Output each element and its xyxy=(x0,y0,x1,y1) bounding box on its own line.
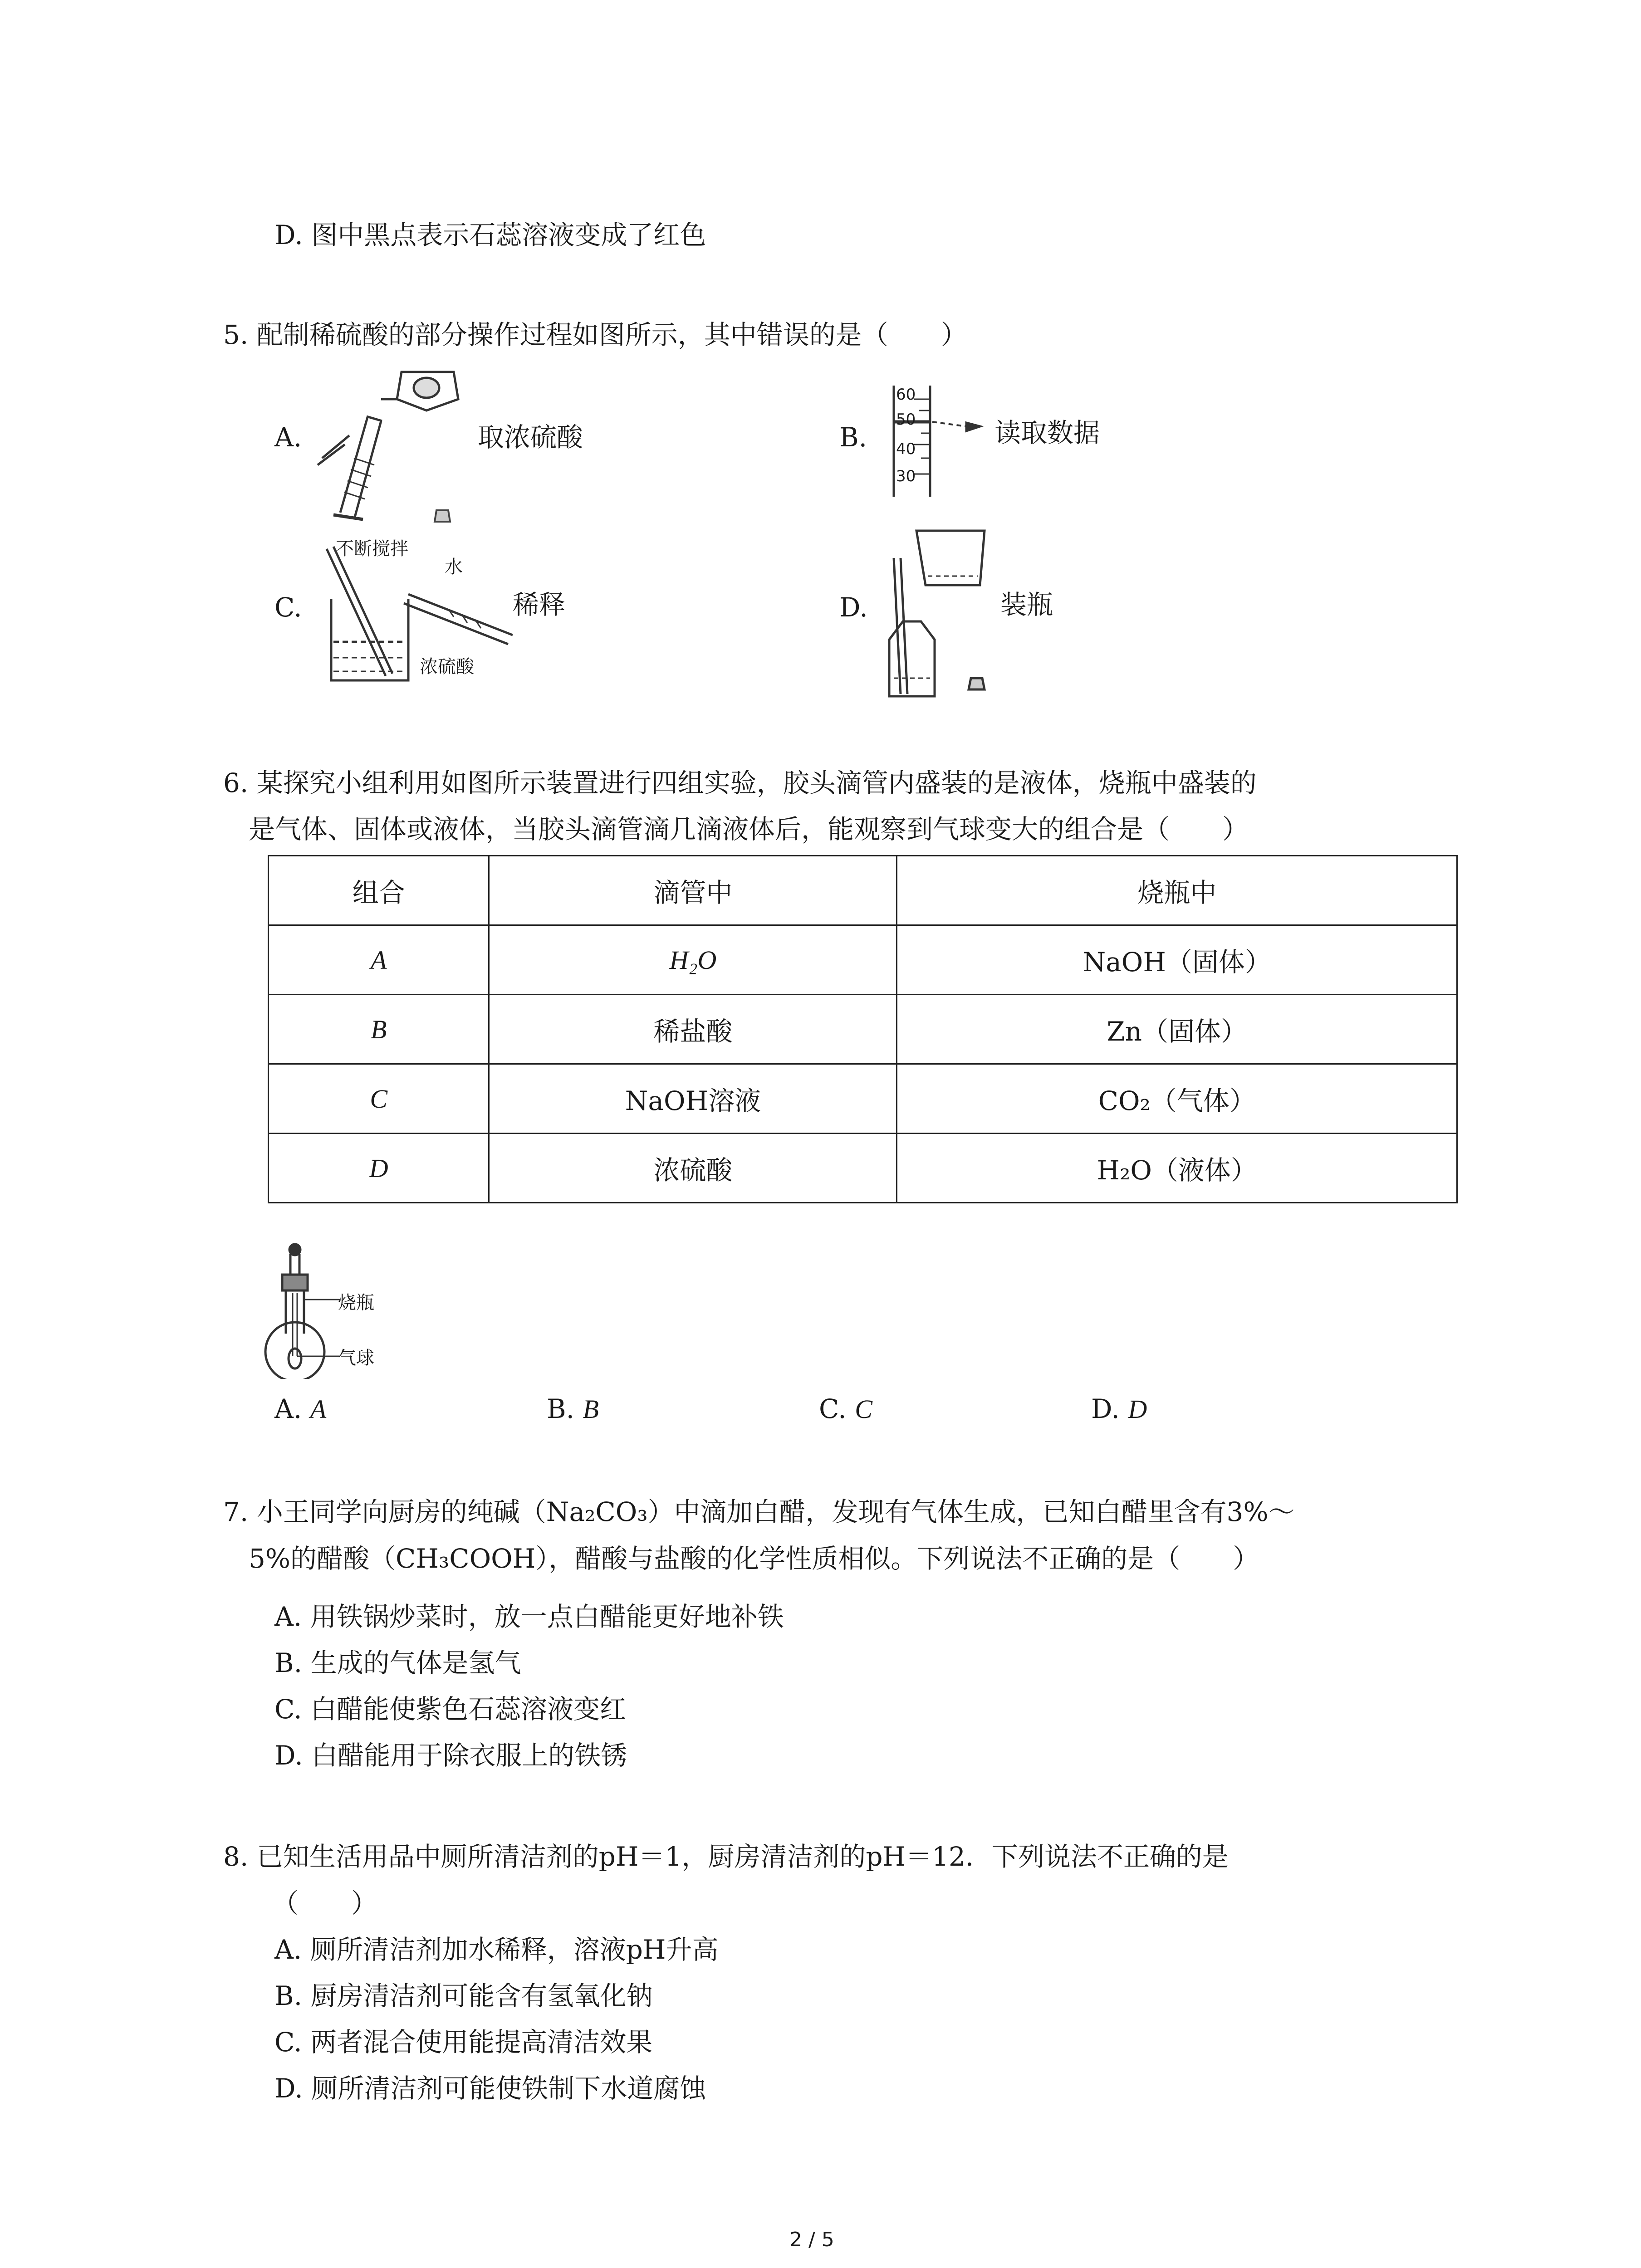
cell-flask: CO₂（气体） xyxy=(897,1064,1457,1134)
cell-group: A xyxy=(269,925,489,995)
q5-option-d-letter: D. xyxy=(839,592,868,623)
q6-option-d-value: D xyxy=(1128,1394,1147,1424)
q6-option-c xyxy=(819,1393,872,1426)
table-row xyxy=(269,1064,1457,1134)
q5-option-a-letter: A. xyxy=(274,422,302,453)
header-flask: 烧瓶中 xyxy=(897,856,1457,925)
q8-option-b: B. 厨房清洁剂可能含有氢氧化钠 xyxy=(274,1980,653,2011)
q7-option-d: D. 白醋能用于除衣服上的铁锈 xyxy=(274,1740,627,1771)
cell-group: C xyxy=(269,1064,489,1134)
cell-dropper: NaOH溶液 xyxy=(489,1064,897,1134)
q5-option-a-caption: 取浓硫酸 xyxy=(478,422,583,453)
q6-option-d-letter: D. xyxy=(1091,1393,1120,1424)
cell-group: B xyxy=(269,995,489,1064)
q6-option-c-value: C xyxy=(855,1394,872,1424)
cell-group: D xyxy=(269,1134,489,1203)
q6-table xyxy=(268,855,1458,1203)
cell-flask: NaOH（固体） xyxy=(897,925,1457,995)
water-label: 水 xyxy=(445,557,463,577)
q8-stem-line2: （ ） xyxy=(272,1888,378,1919)
q5-option-c-caption: 稀释 xyxy=(513,589,566,620)
q6-stem-line1: 6. 某探究小组利用如图所示装置进行四组实验，胶头滴管内盛装的是液体，烧瓶中盛装的 xyxy=(223,767,1257,798)
q6-option-b xyxy=(547,1393,599,1426)
table-row xyxy=(269,995,1457,1064)
q4-option-d: D. 图中黑点表示石蕊溶液变成了红色 xyxy=(274,220,706,250)
q7-stem-line1: 7. 小王同学向厨房的纯碱（Na₂CO₃）中滴加白醋，发现有气体生成，已知白醋里含有3%～ xyxy=(223,1496,1295,1527)
bottle-stopper-icon xyxy=(431,506,454,524)
cylinder-tick-50: 50 xyxy=(896,411,916,429)
q6-option-d xyxy=(1091,1393,1147,1426)
q6-option-b-value: B xyxy=(583,1394,599,1424)
q5-stem: 5. 配制稀硫酸的部分操作过程如图所示，其中错误的是（ ） xyxy=(223,319,967,350)
q8-stem-line1: 8. 已知生活用品中厕所清洁剂的pH＝1，厨房清洁剂的pH＝12．下列说法不正确的是 xyxy=(223,1841,1229,1872)
cell-dropper: 浓硫酸 xyxy=(489,1134,897,1203)
q8-option-d: D. 厕所清洁剂可能使铁制下水道腐蚀 xyxy=(274,2073,706,2104)
q8-option-c: C. 两者混合使用能提高清洁效果 xyxy=(274,2027,653,2058)
cell-dropper: H₂O xyxy=(489,925,897,995)
cylinder-tick-40: 40 xyxy=(896,440,916,458)
q7-option-c: C. 白醋能使紫色石蕊溶液变红 xyxy=(274,1694,627,1725)
q6-option-a-letter: A. xyxy=(274,1393,302,1424)
q6-figure-flask-balloon xyxy=(254,1243,345,1379)
header-dropper: 滴管中 xyxy=(489,856,897,925)
flask-label: 烧瓶 xyxy=(338,1292,374,1313)
q6-stem-line2: 是气体、固体或液体，当胶头滴管滴几滴液体后，能观察到气球变大的组合是（ ） xyxy=(249,814,1249,845)
q6-option-b-letter: B. xyxy=(547,1393,575,1424)
q5-option-b-caption: 读取数据 xyxy=(994,417,1100,448)
q5-option-b-letter: B. xyxy=(839,422,867,453)
q7-option-a: A. 用铁锅炒菜时，放一点白醋能更好地补铁 xyxy=(274,1601,784,1632)
q5-option-c-letter: C. xyxy=(274,592,302,623)
stir-label: 不断搅拌 xyxy=(336,538,408,559)
q7-option-b: B. 生成的气体是氢气 xyxy=(274,1647,521,1678)
cell-dropper: 稀盐酸 xyxy=(489,995,897,1064)
q6-option-a xyxy=(274,1393,326,1426)
q6-option-c-letter: C. xyxy=(819,1393,847,1424)
table-row xyxy=(269,925,1457,995)
cylinder-tick-60: 60 xyxy=(896,386,916,404)
header-group: 组合 xyxy=(269,856,489,925)
cell-flask: Zn（固体） xyxy=(897,995,1457,1064)
q8-option-a: A. 厕所清洁剂加水稀释，溶液pH升高 xyxy=(274,1934,719,1965)
page-number: 2 / 5 xyxy=(789,2228,834,2251)
acid-label: 浓硫酸 xyxy=(420,656,474,677)
q6-option-a-value: A xyxy=(310,1394,327,1424)
table-row xyxy=(269,1134,1457,1203)
q7-stem-line2: 5%的醋酸（CH₃COOH），醋酸与盐酸的化学性质相似。下列说法不正确的是（ ） xyxy=(249,1543,1259,1574)
q5-option-d-caption: 装瓶 xyxy=(1000,589,1053,620)
balloon-label: 气球 xyxy=(338,1348,374,1369)
cell-flask: H₂O（液体） xyxy=(897,1134,1457,1203)
cylinder-tick-30: 30 xyxy=(896,467,916,485)
table-header-row xyxy=(269,856,1457,925)
